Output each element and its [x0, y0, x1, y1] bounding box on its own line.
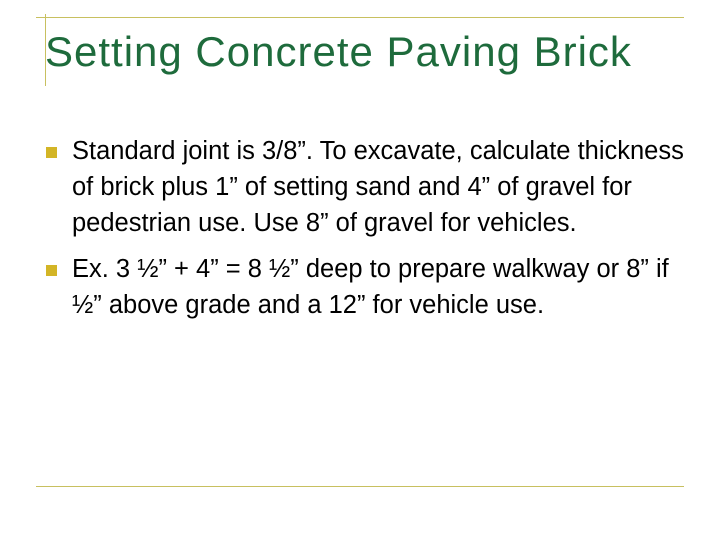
- bullet-text: Ex. 3 ½” + 4” = 8 ½” deep to prepare walkway or 8” if ½” above grade and a 12” for vehicle use.: [72, 255, 669, 319]
- square-bullet-icon: [46, 265, 57, 276]
- bullet-item: [72, 251, 692, 323]
- bullet-text: Standard joint is 3/8”. To excavate, calculate thickness of brick plus 1” of setting sand and 4” of gravel for pedestrian use. Use 8” of gravel for vehicles.: [72, 137, 684, 237]
- slide-title: Setting Concrete Paving Brick: [45, 28, 632, 75]
- square-bullet-icon: [46, 147, 57, 158]
- bullet-item: [72, 133, 692, 241]
- bullet-list: [72, 133, 692, 333]
- top-divider: [36, 17, 684, 18]
- bottom-divider: [36, 486, 684, 487]
